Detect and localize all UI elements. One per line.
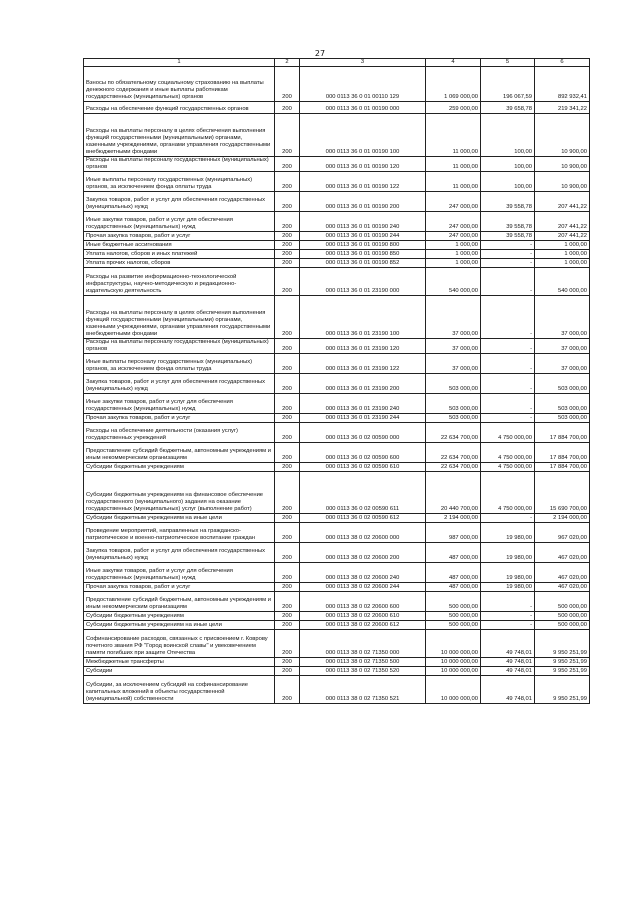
row-budget-code: 000 0113 36 0 01 23190 122	[300, 354, 426, 374]
row-executed: 19 980,00	[481, 563, 535, 583]
row-name: Иные бюджетные ассигнования	[84, 241, 275, 250]
row-name: Субсидии бюджетным учреждениям	[84, 463, 275, 472]
row-name: Иные закупки товаров, работ и услуг для обеспечения государственных (муниципальных) нужд	[84, 212, 275, 232]
row-line-code: 200	[275, 463, 300, 472]
row-approved: 987 000,00	[426, 523, 481, 543]
row-approved: 503 000,00	[426, 394, 481, 414]
row-line-code: 200	[275, 102, 300, 114]
row-approved: 11 000,00	[426, 114, 481, 157]
row-line-code: 200	[275, 232, 300, 241]
row-line-code: 200	[275, 172, 300, 192]
row-approved: 10 000 000,00	[426, 630, 481, 658]
row-name: Расходы на выплаты персоналу государственных (муниципальных) органов	[84, 157, 275, 172]
row-executed: 4 750 000,00	[481, 443, 535, 463]
row-budget-code: 000 0113 36 0 01 00190 852	[300, 259, 426, 268]
row-name: Прочая закупка товаров, работ и услуг	[84, 232, 275, 241]
table-row	[84, 563, 590, 583]
row-executed: -	[481, 592, 535, 612]
row-unexecuted: 9 950 251,99	[535, 630, 590, 658]
row-unexecuted: 500 000,00	[535, 612, 590, 621]
table-row	[84, 114, 590, 157]
row-approved: 500 000,00	[426, 612, 481, 621]
table-row	[84, 232, 590, 241]
table-row	[84, 676, 590, 704]
table-row	[84, 259, 590, 268]
row-line-code: 200	[275, 523, 300, 543]
row-unexecuted: 17 884 700,00	[535, 463, 590, 472]
row-name: Закупка товаров, работ и услуг для обеспечения государственных (муниципальных) нужд	[84, 543, 275, 563]
row-name: Иные закупки товаров, работ и услуг для обеспечения государственных (муниципальных) нужд	[84, 394, 275, 414]
row-executed: 4 750 000,00	[481, 463, 535, 472]
row-unexecuted: 503 000,00	[535, 394, 590, 414]
row-budget-code: 000 0113 36 0 01 00190 000	[300, 102, 426, 114]
row-executed: 39 558,78	[481, 212, 535, 232]
row-budget-code: 000 0113 36 0 01 23190 240	[300, 394, 426, 414]
row-approved: 540 000,00	[426, 268, 481, 296]
row-approved: 22 634 700,00	[426, 423, 481, 443]
row-budget-code: 000 0113 36 0 02 00590 611	[300, 472, 426, 514]
row-approved: 1 069 000,00	[426, 67, 481, 102]
row-unexecuted: 219 341,22	[535, 102, 590, 114]
row-budget-code: 000 0113 38 0 02 71350 500	[300, 658, 426, 667]
table-row	[84, 443, 590, 463]
row-name: Расходы на обеспечение деятельности (оказания услуг) государственных учреждений	[84, 423, 275, 443]
row-unexecuted: 500 000,00	[535, 621, 590, 630]
row-approved: 37 000,00	[426, 339, 481, 354]
row-line-code: 200	[275, 563, 300, 583]
table-row	[84, 354, 590, 374]
row-line-code: 200	[275, 543, 300, 563]
row-name: Взносы по обязательному социальному страхованию на выплаты денежного содержания и иные выплаты работникам государственных (муниципальных) органов	[84, 67, 275, 102]
row-executed: 19 980,00	[481, 543, 535, 563]
table-row	[84, 414, 590, 423]
row-name: Закупка товаров, работ и услуг для обеспечения государственных (муниципальных) нужд	[84, 374, 275, 394]
row-name: Иные выплаты персоналу государственных (муниципальных) органов, за исключением фонда оплаты труда	[84, 354, 275, 374]
row-budget-code: 000 0113 38 0 02 20600 000	[300, 523, 426, 543]
row-line-code: 200	[275, 443, 300, 463]
row-approved: 1 000,00	[426, 259, 481, 268]
row-executed: 39 658,78	[481, 102, 535, 114]
row-name: Расходы на развитие информационно-технологической инфраструктуры, научно-методическую и редакционно-издательскую деятельность	[84, 268, 275, 296]
header-cell: 4	[426, 59, 481, 67]
row-name: Субсидии бюджетным учреждениям на финансовое обеспечение государственного (муниципального) задания на оказание государственных (муниципальных) услуг (выполнение работ)	[84, 472, 275, 514]
row-executed: -	[481, 241, 535, 250]
row-budget-code: 000 0113 36 0 01 00190 800	[300, 241, 426, 250]
row-approved: 487 000,00	[426, 583, 481, 592]
row-line-code: 200	[275, 67, 300, 102]
row-line-code: 200	[275, 583, 300, 592]
table-row	[84, 296, 590, 339]
budget-table	[83, 58, 590, 704]
row-unexecuted: 37 000,00	[535, 354, 590, 374]
row-line-code: 200	[275, 241, 300, 250]
table-row	[84, 463, 590, 472]
row-name: Прочая закупка товаров, работ и услуг	[84, 583, 275, 592]
row-executed: -	[481, 414, 535, 423]
table-row	[84, 621, 590, 630]
table-row	[84, 268, 590, 296]
row-name: Расходы на выплаты персоналу в целях обеспечения выполнения функций государственными (муниципальными) органами, казенными учреждениями, органами управления государственными внебюджетными фондами	[84, 114, 275, 157]
row-approved: 500 000,00	[426, 621, 481, 630]
row-name: Межбюджетные трансферты	[84, 658, 275, 667]
row-unexecuted: 503 000,00	[535, 374, 590, 394]
row-unexecuted: 1 000,00	[535, 259, 590, 268]
row-executed: 196 067,59	[481, 67, 535, 102]
table-row	[84, 157, 590, 172]
row-budget-code: 000 0113 36 0 01 23190 000	[300, 268, 426, 296]
row-unexecuted: 1 000,00	[535, 250, 590, 259]
row-name: Софинансирование расходов, связанных с присвоением г. Коврову почетного звания РФ "Город воинской славы" и увековечением памяти погибших при защите Отечества	[84, 630, 275, 658]
row-name: Субсидии бюджетным учреждениям на иные цели	[84, 621, 275, 630]
row-line-code: 200	[275, 374, 300, 394]
row-approved: 22 634 700,00	[426, 443, 481, 463]
table-row	[84, 212, 590, 232]
row-line-code: 200	[275, 621, 300, 630]
table-row	[84, 543, 590, 563]
row-approved: 500 000,00	[426, 592, 481, 612]
row-budget-code: 000 0113 36 0 01 00190 122	[300, 172, 426, 192]
row-budget-code: 000 0113 36 0 01 00110 129	[300, 67, 426, 102]
row-executed: -	[481, 296, 535, 339]
row-budget-code: 000 0113 36 0 01 00190 120	[300, 157, 426, 172]
row-unexecuted: 9 950 251,99	[535, 676, 590, 704]
row-budget-code: 000 0113 38 0 02 20600 600	[300, 592, 426, 612]
table-row	[84, 339, 590, 354]
row-line-code: 200	[275, 114, 300, 157]
row-executed: -	[481, 621, 535, 630]
row-budget-code: 000 0113 36 0 01 00190 240	[300, 212, 426, 232]
row-executed: -	[481, 612, 535, 621]
row-budget-code: 000 0113 38 0 02 20600 610	[300, 612, 426, 621]
table-row	[84, 67, 590, 102]
row-executed: -	[481, 394, 535, 414]
row-approved: 1 000,00	[426, 241, 481, 250]
table-row	[84, 192, 590, 212]
row-unexecuted: 10 900,00	[535, 157, 590, 172]
table-row	[84, 374, 590, 394]
row-unexecuted: 503 000,00	[535, 414, 590, 423]
row-unexecuted: 9 950 251,99	[535, 658, 590, 667]
row-unexecuted: 207 441,22	[535, 192, 590, 212]
row-budget-code: 000 0113 36 0 02 00590 612	[300, 514, 426, 523]
row-name: Уплата налогов, сборов и иных платежей	[84, 250, 275, 259]
row-unexecuted: 892 932,41	[535, 67, 590, 102]
row-line-code: 200	[275, 667, 300, 676]
row-unexecuted: 15 690 700,00	[535, 472, 590, 514]
table-row	[84, 523, 590, 543]
row-approved: 11 000,00	[426, 157, 481, 172]
row-executed: 39 558,78	[481, 192, 535, 212]
row-name: Субсидии	[84, 667, 275, 676]
row-approved: 37 000,00	[426, 296, 481, 339]
row-executed: -	[481, 268, 535, 296]
header-cell: 2	[275, 59, 300, 67]
table-row	[84, 592, 590, 612]
row-unexecuted: 37 000,00	[535, 296, 590, 339]
row-line-code: 200	[275, 250, 300, 259]
row-approved: 247 000,00	[426, 212, 481, 232]
row-budget-code: 000 0113 36 0 01 23190 244	[300, 414, 426, 423]
row-approved: 503 000,00	[426, 374, 481, 394]
row-line-code: 200	[275, 339, 300, 354]
table-row	[84, 472, 590, 514]
row-approved: 487 000,00	[426, 563, 481, 583]
row-line-code: 200	[275, 676, 300, 704]
row-name: Иные выплаты персоналу государственных (муниципальных) органов, за исключением фонда оплаты труда	[84, 172, 275, 192]
row-budget-code: 000 0113 36 0 01 00190 244	[300, 232, 426, 241]
row-name: Субсидии бюджетным учреждениям	[84, 612, 275, 621]
row-approved: 10 000 000,00	[426, 667, 481, 676]
row-name: Уплата прочих налогов, сборов	[84, 259, 275, 268]
row-executed: 19 980,00	[481, 583, 535, 592]
page-number: 27	[314, 49, 326, 58]
row-approved: 2 194 000,00	[426, 514, 481, 523]
row-executed: 19 980,00	[481, 523, 535, 543]
row-approved: 22 634 700,00	[426, 463, 481, 472]
row-approved: 11 000,00	[426, 172, 481, 192]
row-budget-code: 000 0113 38 0 02 20600 244	[300, 583, 426, 592]
row-unexecuted: 17 884 700,00	[535, 443, 590, 463]
row-unexecuted: 207 441,22	[535, 232, 590, 241]
row-executed: -	[481, 339, 535, 354]
row-line-code: 200	[275, 423, 300, 443]
row-name: Расходы на обеспечение функций государственных органов	[84, 102, 275, 114]
row-name: Расходы на выплаты персоналу в целях обеспечения выполнения функций государственными (муниципальными) органами, казенными учреждениями, органами управления государственными внебюджетными фондами	[84, 296, 275, 339]
row-budget-code: 000 0113 38 0 02 20600 240	[300, 563, 426, 583]
row-line-code: 200	[275, 472, 300, 514]
row-unexecuted: 17 884 700,00	[535, 423, 590, 443]
row-approved: 37 000,00	[426, 354, 481, 374]
row-line-code: 200	[275, 268, 300, 296]
row-unexecuted: 467 020,00	[535, 583, 590, 592]
table-row	[84, 514, 590, 523]
row-executed: 4 750 000,00	[481, 472, 535, 514]
row-unexecuted: 207 441,22	[535, 212, 590, 232]
row-approved: 10 000 000,00	[426, 676, 481, 704]
header-cell: 5	[481, 59, 535, 67]
header-cell: 6	[535, 59, 590, 67]
header-cell: 1	[84, 59, 275, 67]
table-row	[84, 583, 590, 592]
row-line-code: 200	[275, 630, 300, 658]
row-budget-code: 000 0113 36 0 01 23190 200	[300, 374, 426, 394]
row-approved: 259 000,00	[426, 102, 481, 114]
row-executed: -	[481, 374, 535, 394]
row-budget-code: 000 0113 36 0 02 00590 610	[300, 463, 426, 472]
row-line-code: 200	[275, 514, 300, 523]
row-line-code: 200	[275, 157, 300, 172]
row-budget-code: 000 0113 36 0 02 00590 000	[300, 423, 426, 443]
row-unexecuted: 10 900,00	[535, 114, 590, 157]
row-budget-code: 000 0113 36 0 01 00190 100	[300, 114, 426, 157]
row-unexecuted: 967 020,00	[535, 523, 590, 543]
row-approved: 10 000 000,00	[426, 658, 481, 667]
row-budget-code: 000 0113 36 0 01 23190 100	[300, 296, 426, 339]
row-approved: 1 000,00	[426, 250, 481, 259]
table-row	[84, 172, 590, 192]
row-executed: 49 748,01	[481, 667, 535, 676]
row-unexecuted: 2 194 000,00	[535, 514, 590, 523]
row-budget-code: 000 0113 38 0 02 20600 612	[300, 621, 426, 630]
row-line-code: 200	[275, 394, 300, 414]
row-unexecuted: 467 020,00	[535, 563, 590, 583]
table-row	[84, 612, 590, 621]
table-row	[84, 630, 590, 658]
row-name: Иные закупки товаров, работ и услуг для обеспечения государственных (муниципальных) нужд	[84, 563, 275, 583]
row-budget-code: 000 0113 38 0 02 71350 520	[300, 667, 426, 676]
row-budget-code: 000 0113 38 0 02 20600 200	[300, 543, 426, 563]
row-executed: -	[481, 514, 535, 523]
table-row	[84, 667, 590, 676]
row-executed: 100,00	[481, 172, 535, 192]
row-name: Закупка товаров, работ и услуг для обеспечения государственных (муниципальных) нужд	[84, 192, 275, 212]
header-cell: 3	[300, 59, 426, 67]
row-budget-code: 000 0113 36 0 01 00190 200	[300, 192, 426, 212]
table-row	[84, 250, 590, 259]
row-unexecuted: 500 000,00	[535, 592, 590, 612]
row-executed: -	[481, 259, 535, 268]
row-name: Субсидии бюджетным учреждениям на иные цели	[84, 514, 275, 523]
row-line-code: 200	[275, 658, 300, 667]
row-executed: 100,00	[481, 114, 535, 157]
row-budget-code: 000 0113 36 0 01 00190 850	[300, 250, 426, 259]
row-executed: 4 750 000,00	[481, 423, 535, 443]
row-name: Предоставление субсидий бюджетным, автономным учреждениям и иным некоммерческим организациям	[84, 443, 275, 463]
row-executed: -	[481, 250, 535, 259]
row-name: Предоставление субсидий бюджетным, автономным учреждениям и иным некоммерческим организациям	[84, 592, 275, 612]
table-row	[84, 241, 590, 250]
row-name: Расходы на выплаты персоналу государственных (муниципальных) органов	[84, 339, 275, 354]
row-line-code: 200	[275, 296, 300, 339]
row-name: Субсидии, за исключением субсидий на софинансирование капитальных вложений в объекты государственной (муниципальной) собственности	[84, 676, 275, 704]
row-unexecuted: 37 000,00	[535, 339, 590, 354]
row-name: Прочая закупка товаров, работ и услуг	[84, 414, 275, 423]
header-row	[84, 59, 590, 67]
row-budget-code: 000 0113 38 0 02 71350 521	[300, 676, 426, 704]
row-unexecuted: 10 900,00	[535, 172, 590, 192]
row-approved: 247 000,00	[426, 232, 481, 241]
table-row	[84, 394, 590, 414]
row-executed: 39 558,78	[481, 232, 535, 241]
table-row	[84, 658, 590, 667]
row-line-code: 200	[275, 192, 300, 212]
row-approved: 20 440 700,00	[426, 472, 481, 514]
row-line-code: 200	[275, 354, 300, 374]
row-line-code: 200	[275, 592, 300, 612]
row-unexecuted: 467 020,00	[535, 543, 590, 563]
row-approved: 503 000,00	[426, 414, 481, 423]
row-executed: 49 748,01	[481, 630, 535, 658]
row-unexecuted: 9 950 251,99	[535, 667, 590, 676]
row-executed: -	[481, 354, 535, 374]
row-budget-code: 000 0113 36 0 02 00590 600	[300, 443, 426, 463]
row-unexecuted: 1 000,00	[535, 241, 590, 250]
row-line-code: 200	[275, 259, 300, 268]
row-executed: 49 748,01	[481, 676, 535, 704]
row-approved: 247 000,00	[426, 192, 481, 212]
table-row	[84, 423, 590, 443]
row-unexecuted: 540 000,00	[535, 268, 590, 296]
row-executed: 100,00	[481, 157, 535, 172]
row-approved: 487 000,00	[426, 543, 481, 563]
row-line-code: 200	[275, 212, 300, 232]
row-budget-code: 000 0113 36 0 01 23190 120	[300, 339, 426, 354]
row-line-code: 200	[275, 414, 300, 423]
row-executed: 49 748,01	[481, 658, 535, 667]
table-row	[84, 102, 590, 114]
row-line-code: 200	[275, 612, 300, 621]
row-name: Проведение мероприятий, направленных на гражданско-патриотическое и военно-патриотическое воспитание граждан	[84, 523, 275, 543]
row-budget-code: 000 0113 38 0 02 71350 000	[300, 630, 426, 658]
